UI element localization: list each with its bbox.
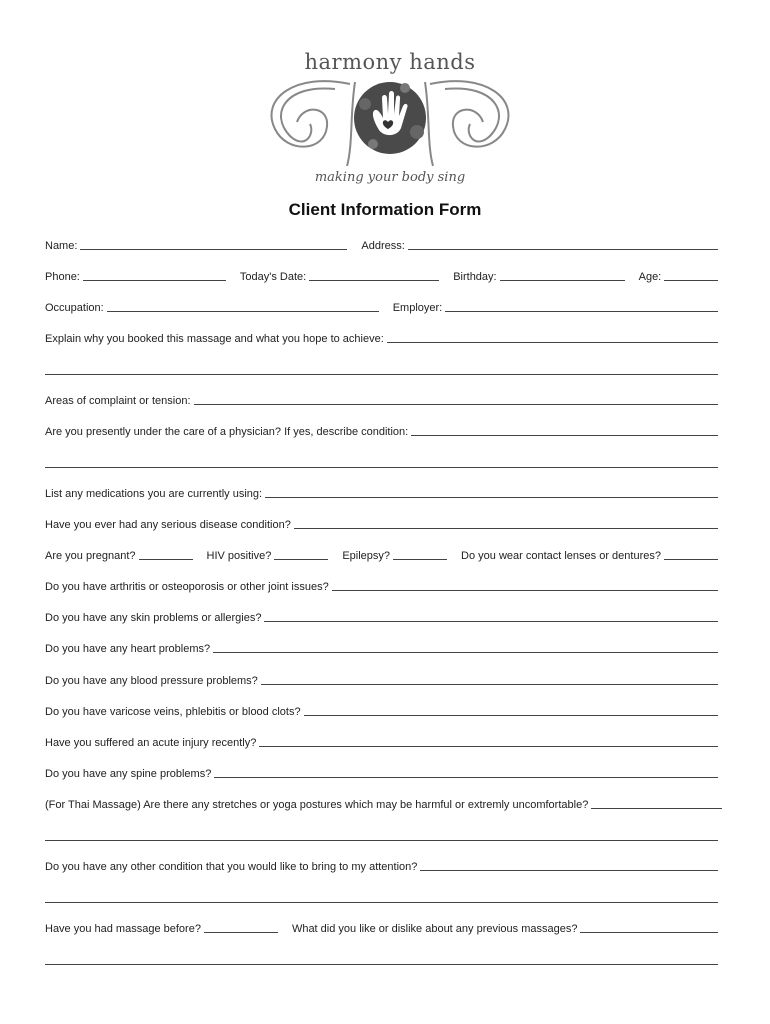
hiv-field[interactable] bbox=[274, 549, 328, 560]
employer-field[interactable] bbox=[445, 301, 718, 312]
epilepsy-label: Epilepsy? bbox=[342, 550, 391, 562]
physician-row bbox=[45, 422, 718, 438]
spine-field[interactable] bbox=[214, 767, 718, 778]
blood-pressure-label: Do you have any blood pressure problems? bbox=[45, 675, 258, 687]
blood-pressure-row bbox=[45, 671, 718, 687]
form-title: Client Information Form bbox=[288, 200, 482, 219]
age-field[interactable] bbox=[664, 270, 718, 281]
birthday-field[interactable] bbox=[500, 270, 625, 281]
varicose-field[interactable] bbox=[304, 705, 718, 716]
blood-pressure-field[interactable] bbox=[261, 674, 718, 685]
explain-label: Explain why you booked this massage and what you hope to achieve: bbox=[45, 333, 384, 345]
massage-history-row bbox=[45, 919, 718, 935]
thai-label: (For Thai Massage) Are there any stretches or yoga postures which may be harmful or extremly uncomfortable? bbox=[45, 799, 589, 811]
epilepsy-field[interactable] bbox=[393, 549, 447, 560]
spine-row bbox=[45, 764, 718, 780]
physician-field[interactable] bbox=[411, 425, 718, 436]
employer-label: Employer: bbox=[392, 302, 443, 314]
injury-row bbox=[45, 733, 718, 749]
occupation-field[interactable] bbox=[107, 301, 379, 312]
phone-row bbox=[45, 267, 718, 283]
massage-before-label: Have you had massage before? bbox=[45, 923, 201, 935]
occupation-label: Occupation: bbox=[45, 302, 104, 314]
occupation-row bbox=[45, 298, 718, 314]
thai-row bbox=[45, 795, 722, 811]
skin-label: Do you have any skin problems or allergies? bbox=[45, 612, 262, 624]
arthritis-field[interactable] bbox=[332, 580, 718, 591]
medications-row bbox=[45, 484, 718, 500]
logo-emblem bbox=[255, 74, 525, 170]
massage-before-field[interactable] bbox=[204, 922, 278, 933]
disease-label: Have you ever had any serious disease condition? bbox=[45, 519, 291, 531]
thai-continuation-line[interactable] bbox=[45, 840, 718, 841]
like-dislike-label: What did you like or dislike about any previous massages? bbox=[291, 923, 578, 935]
pregnant-field[interactable] bbox=[139, 549, 193, 560]
heart-row bbox=[45, 639, 718, 655]
spine-label: Do you have any spine problems? bbox=[45, 768, 212, 780]
areas-row bbox=[45, 391, 718, 407]
thai-field[interactable] bbox=[591, 798, 722, 809]
disease-field[interactable] bbox=[294, 518, 718, 529]
explain-continuation-line[interactable] bbox=[45, 374, 718, 375]
medications-label: List any medications you are currently using: bbox=[45, 488, 263, 500]
address-label: Address: bbox=[361, 240, 405, 252]
phone-field[interactable] bbox=[83, 270, 226, 281]
heart-field[interactable] bbox=[213, 642, 718, 653]
areas-label: Areas of complaint or tension: bbox=[45, 395, 191, 407]
varicose-row bbox=[45, 702, 718, 718]
physician-continuation-line[interactable] bbox=[45, 467, 718, 468]
like-dislike-field[interactable] bbox=[580, 922, 718, 933]
brand-name: harmony hands bbox=[304, 50, 476, 74]
injury-field[interactable] bbox=[259, 736, 718, 747]
areas-field[interactable] bbox=[194, 394, 718, 405]
name-label: Name: bbox=[45, 240, 78, 252]
conditions-row bbox=[45, 546, 718, 562]
other-row bbox=[45, 857, 718, 873]
skin-field[interactable] bbox=[264, 611, 718, 622]
todays-date-field[interactable] bbox=[309, 270, 439, 281]
medications-field[interactable] bbox=[265, 487, 718, 498]
harmony-hands-logo bbox=[255, 48, 525, 196]
physician-label: Are you presently under the care of a physician? If yes, describe condition: bbox=[45, 426, 409, 438]
other-continuation-line[interactable] bbox=[45, 902, 718, 903]
injury-label: Have you suffered an acute injury recently? bbox=[45, 737, 257, 749]
arthritis-row bbox=[45, 577, 718, 593]
explain-row bbox=[45, 329, 718, 345]
like-dislike-continuation-line[interactable] bbox=[45, 964, 718, 965]
heart-label: Do you have any heart problems? bbox=[45, 643, 211, 655]
name-field[interactable] bbox=[80, 239, 347, 250]
arthritis-label: Do you have arthritis or osteoporosis or other joint issues? bbox=[45, 581, 329, 593]
skin-row bbox=[45, 608, 718, 624]
other-field[interactable] bbox=[420, 860, 718, 871]
birthday-label: Birthday: bbox=[453, 271, 497, 283]
other-label: Do you have any other condition that you would like to bring to my attention? bbox=[45, 861, 418, 873]
hiv-label: HIV positive? bbox=[206, 550, 272, 562]
brand-tagline: making your body sing bbox=[314, 170, 466, 185]
lenses-label: Do you wear contact lenses or dentures? bbox=[461, 550, 661, 562]
pregnant-label: Are you pregnant? bbox=[45, 550, 136, 562]
disease-row bbox=[45, 515, 718, 531]
name-address-row bbox=[45, 236, 718, 252]
age-label: Age: bbox=[638, 271, 662, 283]
explain-field[interactable] bbox=[387, 332, 718, 343]
lenses-field[interactable] bbox=[664, 549, 718, 560]
phone-label: Phone: bbox=[45, 271, 80, 283]
varicose-label: Do you have varicose veins, phlebitis or blood clots? bbox=[45, 706, 301, 718]
address-field[interactable] bbox=[408, 239, 718, 250]
todays-date-label: Today's Date: bbox=[239, 271, 307, 283]
